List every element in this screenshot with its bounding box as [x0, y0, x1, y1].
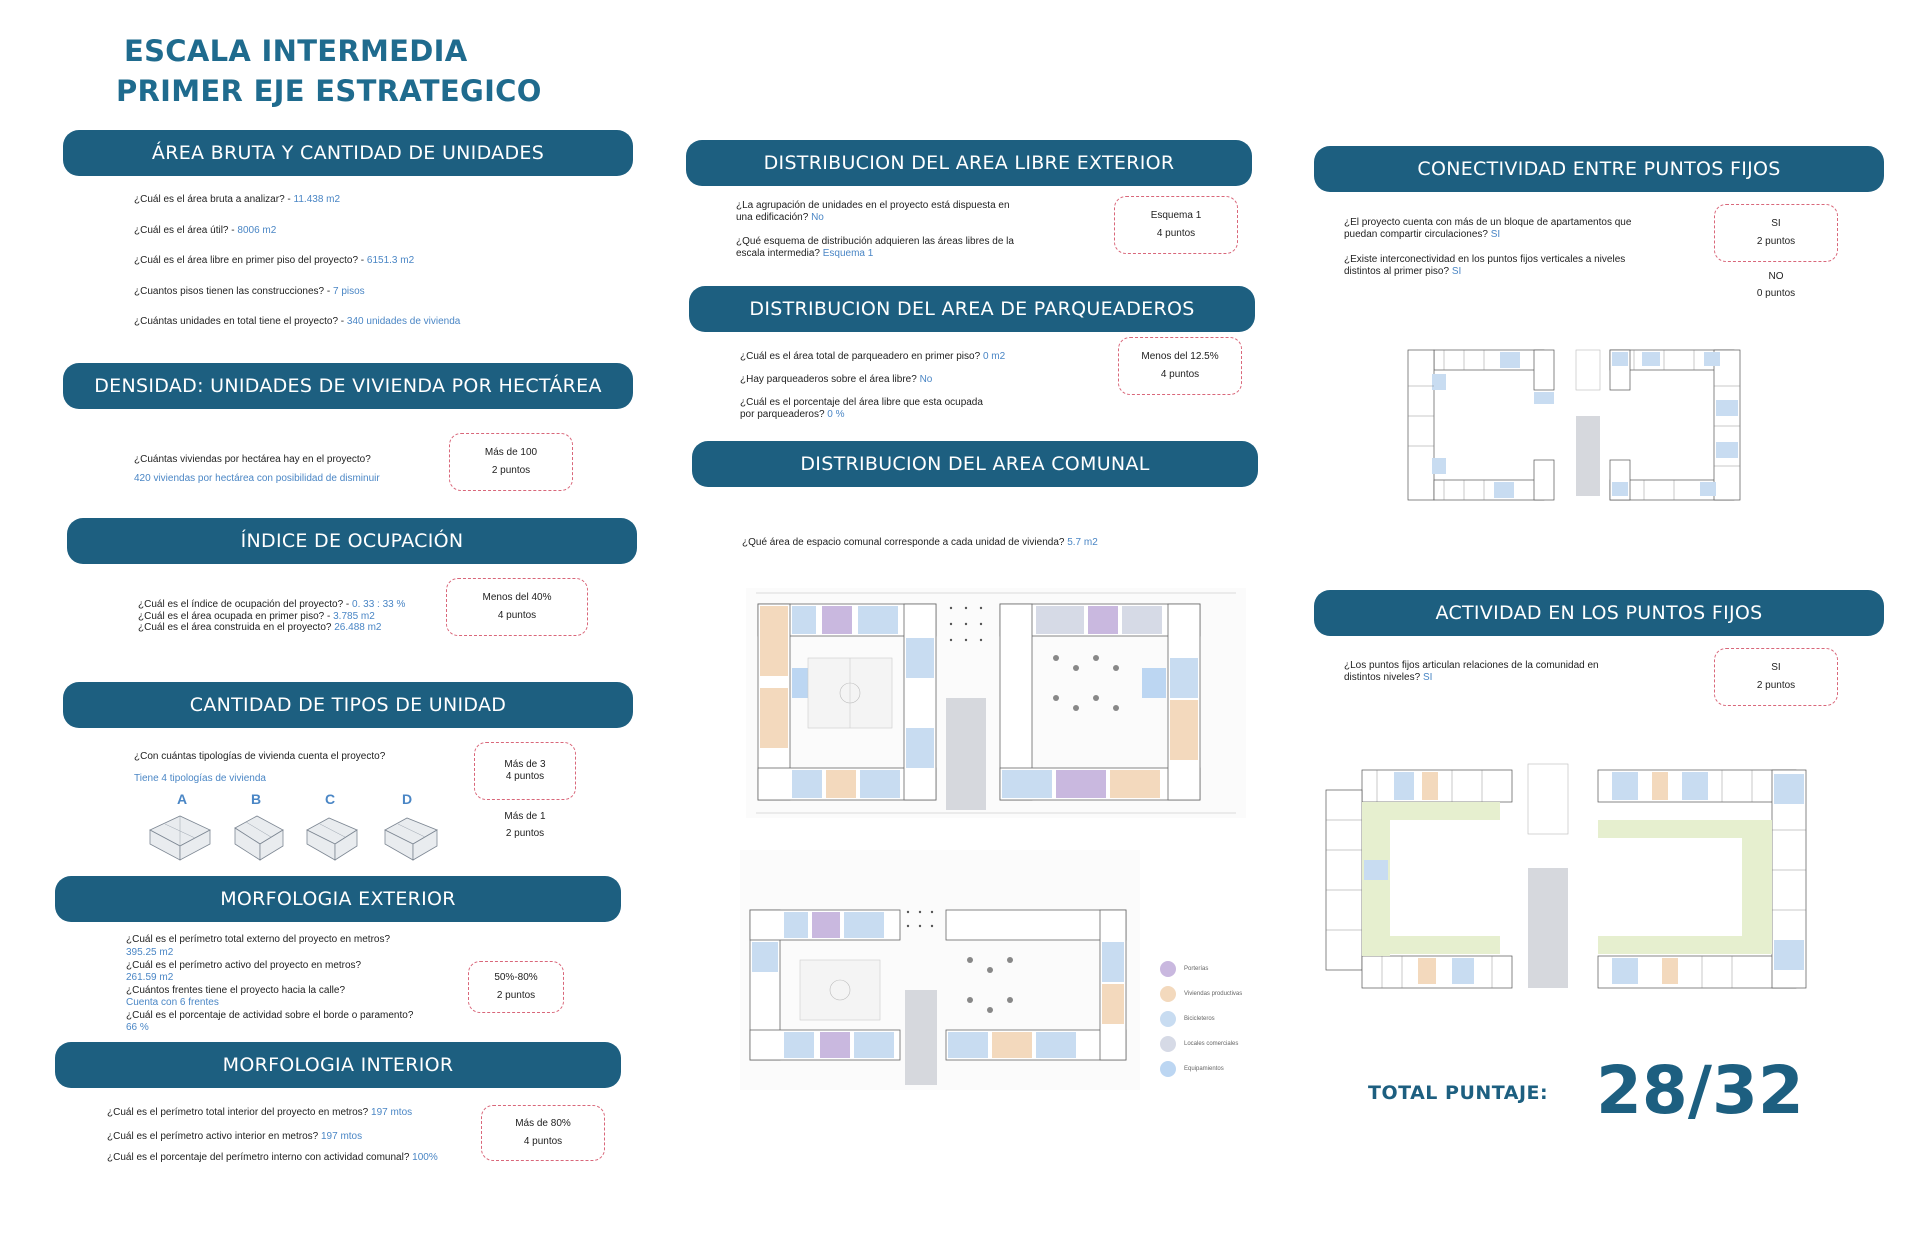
- score-densidad-line2: 2 puntos: [491, 465, 531, 476]
- question-unidades: ¿Cuántas unidades en total tiene el proyecto? - 340 unidades de vivienda: [134, 316, 461, 327]
- score-parq-line2: 4 puntos: [1160, 369, 1200, 380]
- legend-label: Porterías: [1184, 965, 1209, 972]
- answer-area-construida: 26.488 m2: [334, 622, 382, 633]
- legend-label: Locales comerciales: [1184, 1040, 1239, 1047]
- legend-label: Viviendas productivas: [1184, 990, 1243, 997]
- answer-porcentaje-comunal: 100%: [412, 1152, 438, 1163]
- answer-area-ocupada: 3.785 m2: [333, 611, 375, 622]
- header-area-comunal: DISTRIBUCION DEL AREA COMUNAL: [692, 441, 1258, 487]
- page-title-line1: ESCALA INTERMEDIA: [124, 34, 468, 68]
- legend-item: [1160, 1006, 1242, 1031]
- header-area-bruta: ÁREA BRUTA Y CANTIDAD DE UNIDADES: [63, 130, 633, 176]
- score-box-tipos: [474, 742, 576, 800]
- question-area-bruta: ¿Cuál es el área bruta a analizar? - 11.438 m2: [134, 194, 341, 205]
- question-pisos: ¿Cuantos pisos tienen las construcciones? - 7 pisos: [134, 286, 365, 297]
- score-tipos-line1: Más de 3: [504, 759, 546, 770]
- score-morf-ext-line2: 2 puntos: [496, 990, 536, 1001]
- alt-score-tipos: [474, 808, 576, 842]
- answer-agrupacion: No: [811, 212, 824, 223]
- answer-perimetro-activo: 261.59 m2: [126, 972, 174, 983]
- score-box-ocupacion: [446, 578, 588, 636]
- score-box-conectividad: [1714, 204, 1838, 262]
- legend-item: [1160, 981, 1242, 1006]
- answer-perimetro-activo-interior: 197 mtos: [320, 1131, 363, 1142]
- unit-letter-d: D: [402, 791, 413, 807]
- score-box-parqueaderos: [1118, 337, 1242, 395]
- question-porcentaje-parqueaderos: ¿Cuál es el porcentaje del área libre que esta ocupada por parqueaderos? 0 %: [740, 397, 983, 420]
- question-perimetro-interior: ¿Cuál es el perímetro total interior del proyecto en metros? 197 mtos: [107, 1107, 413, 1118]
- question-agrupacion: ¿La agrupación de unidades en el proyecto está dispuesta en una edificación? No: [736, 200, 1010, 223]
- answer-area-util: 8006 m2: [237, 225, 277, 236]
- question-indice-ocupacion: ¿Cuál es el índice de ocupación del proyecto? - 0. 33 : 33 %: [138, 599, 406, 610]
- question-area-parqueadero: ¿Cuál es el área total de parqueadero en primer piso? 0 m2: [740, 351, 1006, 362]
- question-area-libre: ¿Cuál es el área libre en primer piso del proyecto? - 6151.3 m2: [134, 255, 415, 266]
- header-morfologia-interior: MORFOLOGIA INTERIOR: [55, 1042, 621, 1088]
- alt-score-tipos-line1: Más de 1: [504, 811, 546, 822]
- score-parq-line1: Menos del 12.5%: [1141, 351, 1219, 362]
- score-morf-ext-line1: 50%-80%: [494, 972, 538, 983]
- header-parqueaderos: DISTRIBUCION DEL AREA DE PARQUEADEROS: [689, 286, 1255, 332]
- unit-letter-c: C: [325, 791, 336, 807]
- header-densidad: DENSIDAD: UNIDADES DE VIVIENDA POR HECTÁREA: [63, 363, 633, 409]
- answer-esquema: Esquema 1: [822, 248, 874, 259]
- score-actividad-line1: SI: [1771, 662, 1781, 673]
- answer-porcentaje-parqueaderos: 0 %: [827, 409, 845, 420]
- plan-actividad: [1322, 760, 1822, 996]
- answer-area-comunal: 5.7 m2: [1067, 537, 1098, 548]
- question-area-util: ¿Cuál es el área útil? - 8006 m2: [134, 225, 277, 236]
- score-conect-line1: SI: [1771, 218, 1781, 229]
- question-puntos-fijos: ¿Los puntos fijos articulan relaciones de la comunidad en distintos niveles? SI: [1344, 660, 1599, 683]
- unit-letter-a: A: [177, 791, 188, 807]
- alt-score-conect-line1: NO: [1768, 271, 1784, 282]
- question-porcentaje-comunal: ¿Cuál es el porcentaje del perímetro interno con actividad comunal? 100%: [107, 1152, 438, 1163]
- score-densidad-line1: Más de 100: [484, 447, 538, 458]
- header-area-libre: DISTRIBUCION DEL AREA LIBRE EXTERIOR: [686, 140, 1252, 186]
- answer-tipologias: Tiene 4 tipologías de vivienda: [134, 773, 266, 784]
- question-parqueaderos-area-libre: ¿Hay parqueaderos sobre el área libre? No: [740, 374, 933, 385]
- header-conectividad: CONECTIVIDAD ENTRE PUNTOS FIJOS: [1314, 146, 1884, 192]
- alt-score-tipos-line2: 2 puntos: [505, 828, 545, 839]
- legend-label: Bicicleteros: [1184, 1015, 1215, 1022]
- legend-item: [1160, 1031, 1242, 1056]
- question-frentes: ¿Cuántos frentes tiene el proyecto hacia la calle?: [126, 985, 346, 996]
- score-box-morfologia-interior: [481, 1105, 605, 1161]
- score-box-densidad: [449, 433, 573, 491]
- legend-label: Equipamientos: [1184, 1065, 1224, 1072]
- score-box-area-libre: [1114, 196, 1238, 254]
- score-morf-int-line1: Más de 80%: [515, 1118, 571, 1129]
- score-area-libre-line2: 4 puntos: [1156, 228, 1196, 239]
- score-area-libre-line1: Esquema 1: [1150, 210, 1202, 221]
- legend-item: [1160, 956, 1242, 981]
- score-box-morfologia-exterior: [468, 961, 564, 1013]
- answer-bloques: SI: [1490, 229, 1501, 240]
- answer-pisos: 7 pisos: [333, 286, 365, 297]
- total-value: 28/32: [1596, 1052, 1804, 1129]
- question-area-comunal: ¿Qué área de espacio comunal corresponde a cada unidad de vivienda? 5.7 m2: [742, 537, 1098, 548]
- legend-item: [1160, 1056, 1242, 1081]
- question-area-construida: ¿Cuál es el área construida en el proyecto? 26.488 m2: [138, 622, 382, 633]
- answer-unidades: 340 unidades de vivienda: [346, 316, 461, 327]
- answer-perimetro-externo: 395.25 m2: [126, 947, 174, 958]
- legend-swatch-viviendas: [1160, 986, 1176, 1002]
- question-perimetro-activo-interior: ¿Cuál es el perímetro activo interior en metros? 197 mtos: [107, 1131, 363, 1142]
- page-title-line2: PRIMER EJE ESTRATEGICO: [116, 74, 542, 108]
- answer-area-parqueadero: 0 m2: [982, 351, 1006, 362]
- question-porcentaje-actividad: ¿Cuál es el porcentaje de actividad sobre el borde o paramento?: [126, 1010, 414, 1021]
- question-perimetro-externo: ¿Cuál es el perímetro total externo del proyecto en metros?: [126, 934, 391, 945]
- answer-perimetro-interior: 197 mtos: [371, 1107, 413, 1118]
- header-tipos-unidad: CANTIDAD DE TIPOS DE UNIDAD: [63, 682, 633, 728]
- site-plan-lower: [740, 850, 1140, 1090]
- legend-swatch-locales: [1160, 1036, 1176, 1052]
- question-area-ocupada: ¿Cuál es el área ocupada en primer piso? - 3.785 m2: [138, 611, 375, 622]
- answer-area-libre: 6151.3 m2: [366, 255, 415, 266]
- site-plan-upper: [746, 588, 1246, 818]
- alt-score-conect-line2: 0 puntos: [1756, 288, 1796, 299]
- plan-legend: [1160, 956, 1242, 1081]
- question-bloques: ¿El proyecto cuenta con más de un bloque de apartamentos que puedan compartir circulaciones? SI: [1344, 217, 1632, 240]
- header-ocupacion: ÍNDICE DE OCUPACIÓN: [67, 518, 637, 564]
- score-morf-int-line2: 4 puntos: [523, 1136, 563, 1147]
- unit-typology-models: [145, 808, 445, 863]
- plan-conectividad: [1404, 346, 1744, 504]
- score-box-actividad: [1714, 648, 1838, 706]
- unit-letter-b: B: [251, 791, 262, 807]
- question-esquema: ¿Qué esquema de distribución adquieren las áreas libres de la escala intermedia? Esquema 1: [736, 236, 1014, 259]
- question-tipologias: ¿Con cuántas tipologías de vivienda cuenta el proyecto?: [134, 751, 386, 762]
- question-densidad: ¿Cuántas viviendas por hectárea hay en el proyecto?: [134, 454, 371, 465]
- score-actividad-line2: 2 puntos: [1756, 680, 1796, 691]
- answer-interconectividad: SI: [1451, 266, 1462, 277]
- question-perimetro-activo: ¿Cuál es el perímetro activo del proyecto en metros?: [126, 960, 362, 971]
- score-tipos-line2: 4 puntos: [505, 771, 545, 782]
- question-interconectividad: ¿Existe interconectividad en los puntos fijos verticales a niveles distintos al primer piso? SI: [1344, 254, 1626, 277]
- answer-parqueaderos-area-libre: No: [919, 374, 933, 385]
- legend-swatch-equipamientos: [1160, 1061, 1176, 1077]
- total-label: TOTAL PUNTAJE:: [1368, 1082, 1549, 1104]
- score-conect-line2: 2 puntos: [1756, 236, 1796, 247]
- legend-swatch-porterias: [1160, 961, 1176, 977]
- header-actividad: ACTIVIDAD EN LOS PUNTOS FIJOS: [1314, 590, 1884, 636]
- answer-frentes: Cuenta con 6 frentes: [126, 997, 219, 1008]
- legend-swatch-bicicleteros: [1160, 1011, 1176, 1027]
- score-ocupacion-line1: Menos del 40%: [482, 592, 552, 603]
- answer-indice-ocupacion: 0. 33 : 33 %: [352, 599, 406, 610]
- answer-densidad: 420 viviendas por hectárea con posibilidad de disminuir: [134, 473, 380, 484]
- header-morfologia-exterior: MORFOLOGIA EXTERIOR: [55, 876, 621, 922]
- answer-puntos-fijos: SI: [1422, 672, 1433, 683]
- alt-score-conectividad: [1714, 268, 1838, 302]
- score-ocupacion-line2: 4 puntos: [497, 610, 537, 621]
- answer-area-bruta: 11.438 m2: [293, 194, 341, 205]
- answer-porcentaje-actividad: 66 %: [126, 1022, 149, 1033]
